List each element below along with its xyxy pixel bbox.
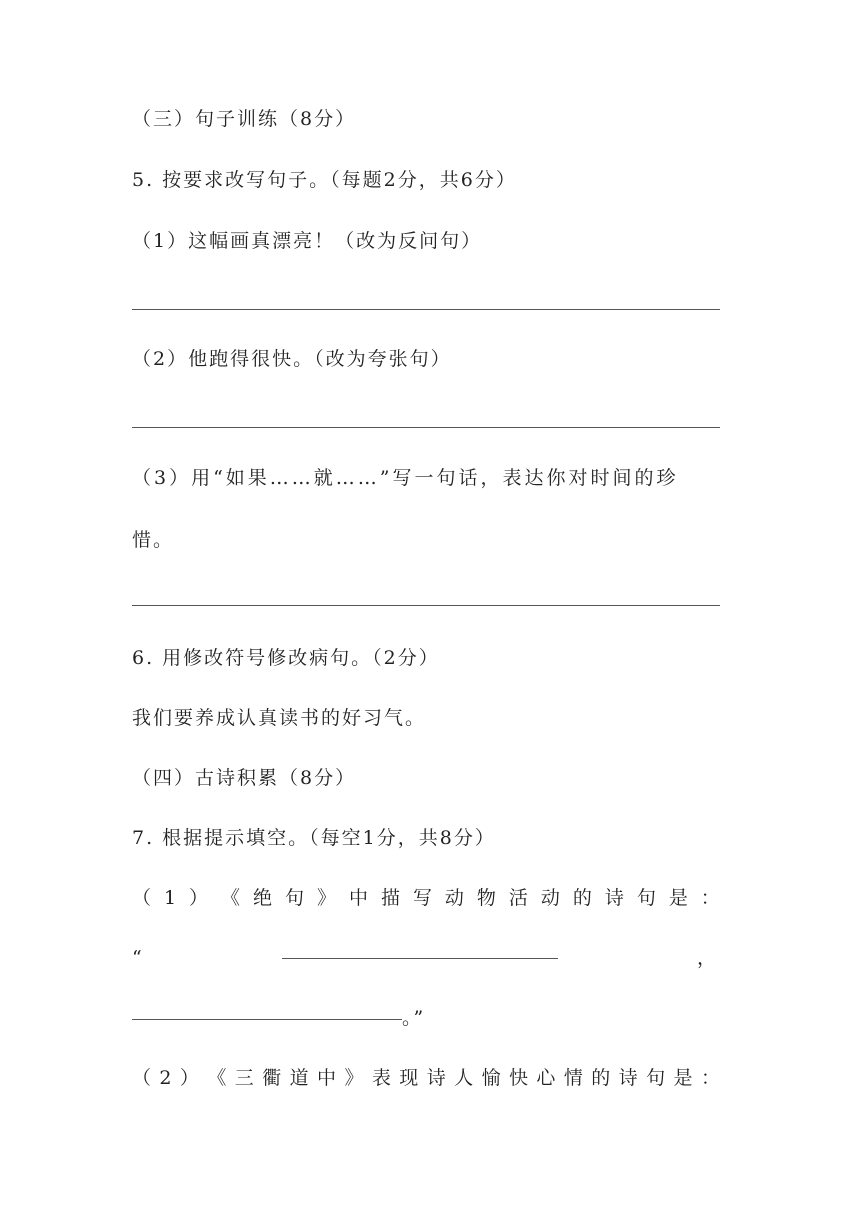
q7-2-char: 诗 [618, 1067, 638, 1089]
question-7-1-line1 [132, 886, 720, 910]
q7-1-char: （ [132, 887, 152, 909]
q7-2-char: 三 [234, 1067, 254, 1089]
q7-2-char: 表 [371, 1067, 391, 1089]
answer-line-5-1[interactable] [132, 309, 720, 310]
q7-1-char: 句 [636, 887, 656, 909]
q7-1-char: 动 [444, 887, 464, 909]
question-7-2-line1 [132, 1066, 720, 1090]
blank-7-1-b[interactable] [132, 1019, 402, 1020]
question-5-2: （2）他跑得很快。（改为夸张句） [132, 348, 452, 370]
comma: ， [696, 947, 716, 969]
q7-1-char: 《 [221, 887, 241, 909]
q7-2-char: 》 [344, 1067, 364, 1089]
question-7-1-line3 [132, 1006, 425, 1030]
q7-2-char: 心 [536, 1067, 556, 1089]
section-4-title: （四）古诗积累（8分） [132, 767, 357, 789]
q7-2-char: 现 [399, 1067, 419, 1089]
q7-2-char: 衢 [262, 1067, 282, 1089]
answer-line-5-3[interactable] [132, 605, 720, 606]
q7-1-char: ） [189, 887, 209, 909]
q7-1-char: 1 [163, 887, 177, 909]
q7-2-char: 愉 [481, 1067, 501, 1089]
q7-1-char: 的 [572, 887, 592, 909]
close-quote: 。” [402, 1007, 426, 1029]
question-7-1-line2 [132, 946, 720, 970]
question-6-sentence: 我们要养成认真读书的好习气。 [132, 707, 427, 729]
q7-1-char: 诗 [604, 887, 624, 909]
question-7-title: 7. 根据提示填空。（每空1分，共8分） [132, 827, 496, 849]
q7-2-char: 2 [159, 1067, 172, 1089]
q7-1-char: 句 [285, 887, 305, 909]
q7-2-char: 的 [591, 1067, 611, 1089]
q7-1-char: 活 [508, 887, 528, 909]
q7-2-char: （ [132, 1067, 152, 1089]
q7-2-char: 道 [289, 1067, 309, 1089]
q7-1-char: 写 [412, 887, 432, 909]
q7-1-char: 描 [380, 887, 400, 909]
q7-2-char: 情 [563, 1067, 583, 1089]
q7-2-char: 句 [646, 1067, 666, 1089]
q7-1-char: ： [700, 887, 720, 909]
open-quote: “ [132, 947, 142, 969]
q7-1-char: 是 [668, 887, 688, 909]
q7-2-char: 人 [454, 1067, 474, 1089]
q7-1-char: 物 [476, 887, 496, 909]
question-5-title: 5. 按要求改写句子。（每题2分，共6分） [132, 169, 517, 191]
question-5-3-line2: 惜。 [132, 529, 175, 551]
q7-1-char: 动 [540, 887, 560, 909]
question-6-title: 6. 用修改符号修改病句。（2分） [132, 647, 440, 669]
q7-1-char: 中 [348, 887, 368, 909]
answer-line-5-2[interactable] [132, 427, 720, 428]
q7-2-char: ： [700, 1067, 720, 1089]
q7-2-char: 是 [673, 1067, 693, 1089]
q7-2-char: 中 [317, 1067, 337, 1089]
q7-2-char: 快 [508, 1067, 528, 1089]
section-3-title: （三）句子训练（8分） [132, 108, 357, 130]
q7-1-char: 》 [316, 887, 336, 909]
question-5-3-line1: （3）用“如果……就……”写一句话，表达你对时间的珍 [132, 467, 679, 489]
blank-7-1-a[interactable] [282, 958, 558, 959]
q7-2-char: 诗 [426, 1067, 446, 1089]
q7-2-char: ） [179, 1067, 199, 1089]
q7-2-char: 《 [207, 1067, 227, 1089]
question-5-1: （1）这幅画真漂亮！（改为反问句） [132, 230, 483, 252]
q7-1-char: 绝 [253, 887, 273, 909]
